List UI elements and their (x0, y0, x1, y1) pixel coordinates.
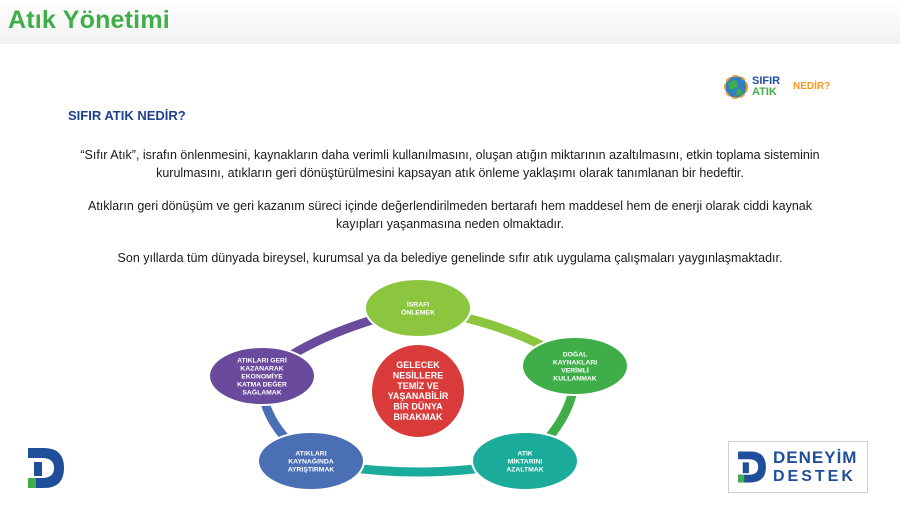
section-heading: SIFIR ATIK NEDİR? (68, 108, 186, 123)
paragraph-line: “Sıfır Atık”, israfın önlenmesini, kaynakların daha verimli kullanılmasını, oluşan atığın miktarının azaltılmasını, etkin toplama sisteminin (80, 148, 820, 162)
paragraph-line: Son yıllarda tüm dünyada bireysel, kurumsal ya da belediye genelinde sıfır atık uygulama çalışmaları yaygınlaşmaktadır. (117, 251, 783, 265)
cycle-center-text: YAŞANABİLİR (387, 391, 449, 402)
cycle-node (365, 279, 471, 337)
deneyim-destek-logo (728, 441, 868, 493)
cycle-node-text: KATMA DEĞER (237, 381, 287, 389)
cycle-center-text: TEMİZ VE (397, 380, 439, 391)
cycle-node-text: AZALTMAK (506, 466, 544, 474)
recycle-globe-icon (723, 74, 749, 100)
deneyim-destek-mark-icon (735, 448, 769, 486)
cycle-center-text: BIRAKMAK (393, 412, 443, 422)
logo-word-sifir: SIFIR (752, 75, 781, 87)
cycle-node-text: EKONOMİYE (241, 373, 283, 381)
paragraph-line: kurulmasını, atıkların geri dönüştürülmesini kapsayan atık önleme yaklaşımı olarak tanımlanan bir hedeftir. (156, 166, 744, 180)
cycle-center-text: BİR DÜNYA (393, 401, 443, 412)
paragraph-line: Atıkların geri dönüşüm ve geri kazanım süreci içinde değerlendirilmeden bertarafı hem maddesel hem de enerji olarak ciddi kaynak (88, 199, 812, 213)
paragraph-resource-loss (30, 197, 870, 233)
cycle-node (522, 337, 628, 395)
cycle-center-text: NESİLLERE (392, 370, 444, 381)
cycle-node-text: KAYNAĞINDA (288, 458, 334, 466)
logo-word-atik: ATIK (752, 86, 777, 98)
cycle-node-text: ATIKLARI (295, 450, 327, 458)
brand-line-2: DESTEK (773, 468, 856, 485)
paragraph-definition (30, 146, 870, 182)
cycle-node-text: MİKTARINI (507, 458, 543, 466)
cycle-node-text: ATIK (517, 450, 533, 458)
slide-title: Atık Yönetimi (8, 6, 170, 34)
cycle-node-text: KAZANARAK (240, 365, 284, 373)
cycle-node (258, 432, 364, 490)
cycle-node-text: VERİMLİ (561, 367, 589, 375)
zero-waste-cycle-diagram (200, 278, 640, 506)
cycle-node-text: DOĞAL (562, 351, 588, 359)
cycle-node-text: İSRAFI (406, 301, 430, 309)
cycle-node-text: ATIKLARI GERİ (237, 357, 287, 365)
cycle-node-text: KAYNAKLARI (552, 359, 598, 367)
paragraph-trend (30, 249, 870, 267)
paragraph-line: kayıpları yaşanmasına neden olmaktadır. (336, 217, 564, 231)
cycle-node-text: KULLANMAK (553, 375, 597, 383)
cycle-node (472, 432, 578, 490)
deneyim-destek-mark-icon (24, 444, 68, 492)
cycle-node-text: AYRIŞTIRMAK (287, 466, 335, 474)
cycle-center-text: GELECEK (396, 360, 440, 370)
sifir-atik-logo (723, 74, 843, 102)
logo-word-nedir: NEDİR? (793, 81, 831, 92)
cycle-node-text: SAĞLAMAK (242, 389, 282, 397)
brand-line-1: DENEYİM (773, 448, 858, 467)
cycle-center (371, 344, 465, 438)
cycle-node-text: ÖNLEMEK (401, 309, 435, 317)
cycle-node (209, 347, 315, 405)
